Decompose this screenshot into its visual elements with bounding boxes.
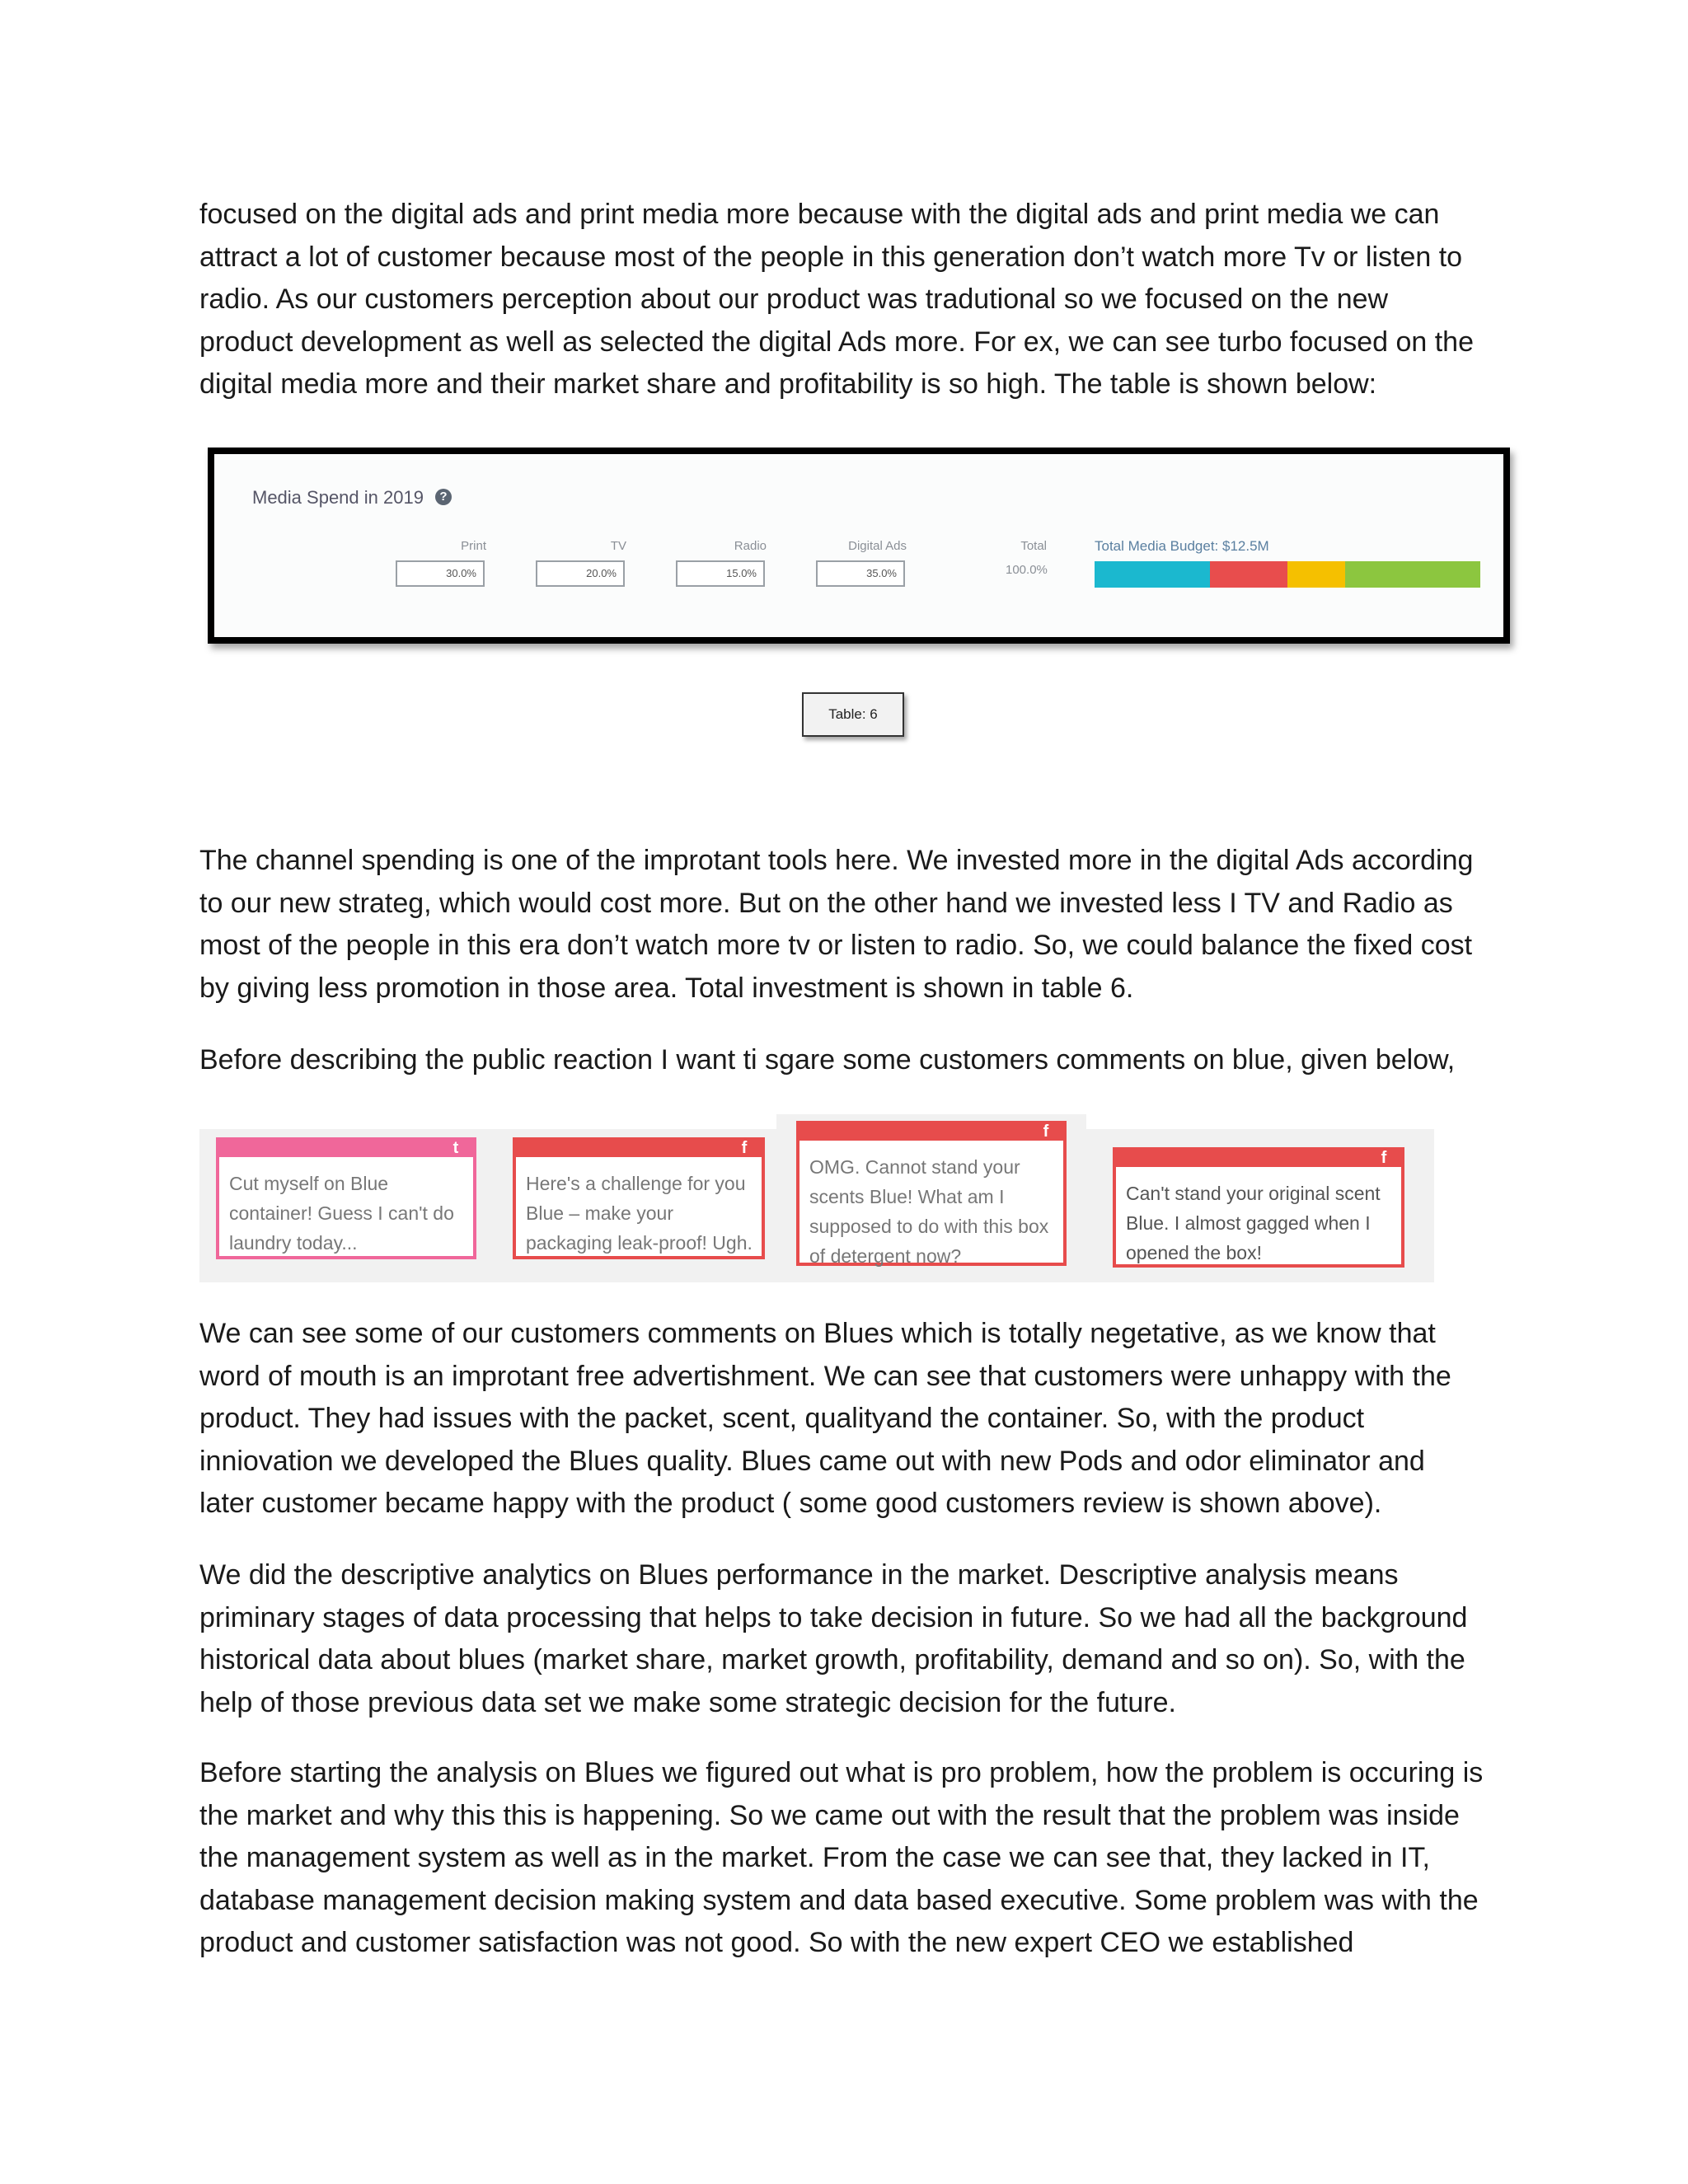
text-line: by giving less promotion in those area. Total investment is shown in table 6.: [199, 972, 1134, 1004]
print-label: Print: [461, 539, 486, 553]
digital-ads-input[interactable]: 35.0%: [816, 560, 905, 587]
descriptive-paragraph: [199, 1554, 1502, 1724]
card-header: [799, 1124, 1063, 1141]
comment-card: [796, 1121, 1067, 1266]
text-line: historical data about blues (market share, market growth, profitability, demand and so on). So, with the: [199, 1644, 1465, 1675]
text-line: the management system as well as in the market. From the case we can see that, they lacked in IT,: [199, 1842, 1430, 1873]
text-line: to our new strateg, which would cost more. But on the other hand we invested less I TV and Radio as: [199, 887, 1453, 919]
total-value: 100.0%: [1006, 563, 1048, 577]
budget-segment-radio: [1287, 561, 1345, 588]
print-input[interactable]: 30.0%: [396, 560, 485, 587]
comments-intro: [199, 1039, 1502, 1082]
comment-text: Here's a challenge for you Blue – make your packaging leak-proof! Ugh.: [526, 1173, 753, 1254]
budget-segment-digital-ads: [1095, 561, 1210, 588]
problem-paragraph: [199, 1752, 1502, 1965]
radio-label: Radio: [734, 539, 767, 553]
text-line: product development as well as selected the digital Ads more. For ex, we can see turbo focused on the: [199, 326, 1474, 358]
negative-paragraph: [199, 1313, 1502, 1526]
tv-input[interactable]: 20.0%: [536, 560, 625, 587]
media-spend-panel: [208, 448, 1510, 644]
text-line: inniovation we developed the Blues quality. Blues came out with new Pods and odor eliminator and: [199, 1445, 1425, 1477]
media-spend-title: Media Spend in 2019: [252, 487, 424, 508]
table-caption: Table: 6: [802, 692, 904, 737]
text-line: product. They had issues with the packet, scent, qualityand the container. So, with the product: [199, 1403, 1365, 1434]
text-line: database management decision making system and data based executive. Some problem was with the: [199, 1884, 1479, 1916]
text-line: digital media more and their market share and profitability is so high. The table is shown below:: [199, 368, 1377, 400]
text-line: later customer became happy with the product ( some good customers review is shown above).: [199, 1488, 1382, 1519]
text-line: priminary stages of data processing that helps to take decision in future. So we had all the background: [199, 1601, 1468, 1633]
facebook-icon: f: [741, 1139, 748, 1157]
twitter-icon: t: [452, 1139, 459, 1157]
text-line: We did the descriptive analytics on Blues performance in the market. Descriptive analysis means: [199, 1559, 1399, 1591]
text-line: the market and why this this is happening. So we came out with the result that the problem was inside: [199, 1799, 1460, 1831]
text-line: Before describing the public reaction I want ti sgare some customers comments on blue, given below,: [199, 1044, 1456, 1076]
text-line: radio. As our customers perception about our product was tradutional so we focused on the new: [199, 284, 1389, 315]
comment-card: [216, 1137, 476, 1259]
text-line: We can see some of our customers comments on Blues which is totally negetative, as we know that: [199, 1318, 1436, 1349]
text-line: attract a lot of customer because most of the people in this generation don’t watch more Tv or listen to: [199, 241, 1463, 273]
facebook-icon: f: [1381, 1149, 1387, 1167]
text-line: focused on the digital ads and print media more because with the digital ads and print media we can: [199, 199, 1440, 230]
total-label: Total: [1020, 539, 1047, 553]
card-header: [219, 1141, 473, 1157]
comment-card: [1113, 1147, 1404, 1268]
text-line: word of mouth is an improtant free advertishment. We can see that customers were unhappy with the: [199, 1360, 1451, 1392]
tv-label: TV: [610, 539, 626, 553]
comment-text: Can't stand your original scent Blue. I almost gagged when I opened the box!: [1126, 1183, 1381, 1263]
comment-card: [513, 1137, 765, 1259]
channel-paragraph: [199, 840, 1502, 1010]
text-line: product and customer satisfaction was not good. So with the new expert CEO we established: [199, 1927, 1354, 1958]
digital-ads-label: Digital Ads: [848, 539, 907, 553]
card-header: [1116, 1151, 1401, 1167]
facebook-icon: f: [1043, 1122, 1049, 1141]
text-line: Before starting the analysis on Blues we figured out what is pro problem, how the problem is occuring is: [199, 1757, 1484, 1788]
text-line: The channel spending is one of the improtant tools here. We invested more in the digital Ads according: [199, 845, 1474, 876]
budget-segment-print: [1345, 561, 1480, 588]
help-icon[interactable]: ?: [435, 489, 452, 505]
budget-bar: [1095, 561, 1480, 588]
card-header: [516, 1141, 762, 1157]
radio-input[interactable]: 15.0%: [676, 560, 765, 587]
budget-label: Total Media Budget: $12.5M: [1095, 538, 1269, 554]
intro-paragraph: [199, 194, 1502, 406]
comment-text: OMG. Cannot stand your scents Blue! What am I supposed to do with this box of detergent now?: [809, 1156, 1049, 1267]
text-line: most of the people in this era don’t watch more tv or listen to radio. So, we could balance the fixed cost: [199, 930, 1473, 961]
text-line: help of those previous data set we make some strategic decision for the future.: [199, 1686, 1176, 1718]
comment-text: Cut myself on Blue container! Guess I can't do laundry today...: [229, 1173, 454, 1254]
budget-segment-tv: [1210, 561, 1287, 588]
